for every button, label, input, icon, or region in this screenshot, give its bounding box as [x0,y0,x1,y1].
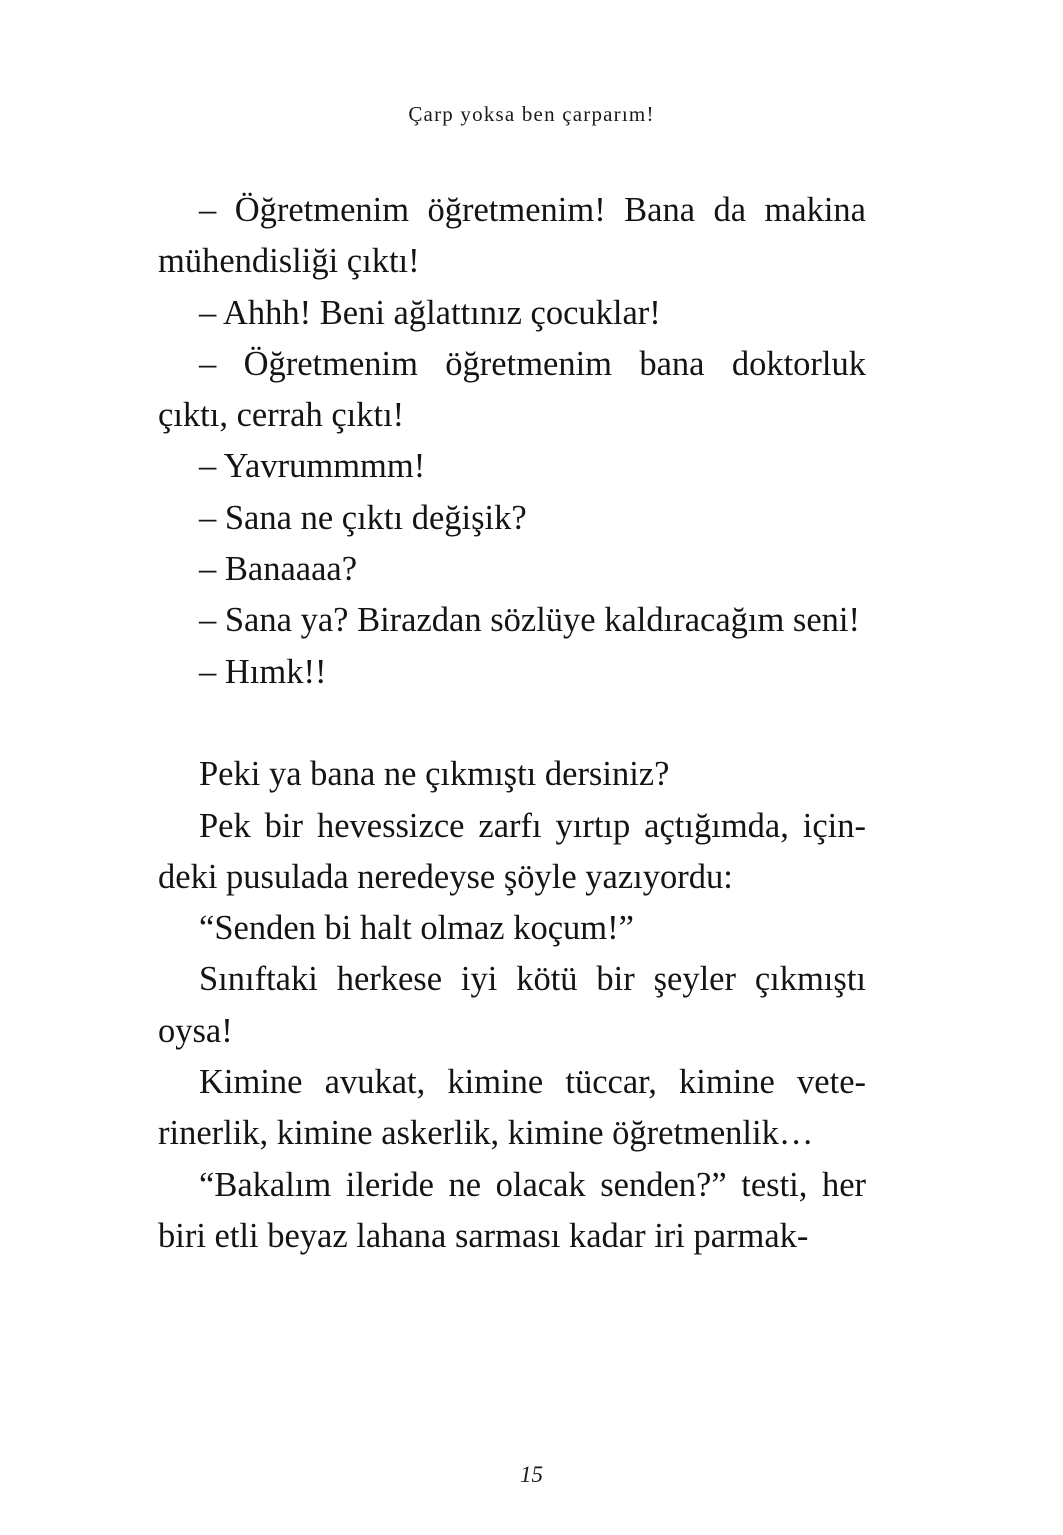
dialogue-line: – Sana ne çıktı değişik? [199,498,527,537]
narrative-paragraph: “Senden bi halt olmaz koçum!” [199,909,634,948]
narrative-paragraph: Kimine avukat, kimine tüccar, kimine vete-rinerlik, kimine askerlik, kimine öğretmenlik… [158,1063,866,1153]
scene-break [158,698,866,749]
narrative-paragraph: Pek bir hevessizce zarfı yırtıp açtığımda, için-deki pusulada neredeyse şöyle yazıyordu: [158,806,866,896]
running-header-title: Çarp yoksa ben çarparım! [408,102,655,126]
narrative-paragraph: Peki ya bana ne çıkmıştı dersiniz? [199,755,670,794]
dialogue-line: – Hımk!! [199,652,327,691]
dialogue-line: – Sana ya? Birazdan sözlüye kaldıracağım seni! [199,601,860,640]
dialogue-line: – Öğretmenim öğretmenim bana doktorluk çıktı, cerrah çıktı! [158,344,866,435]
dialogue-line: – Öğretmenim öğretmenim! Bana da makina mühendisliği çıktı! [158,191,866,281]
narrative-paragraph: “Bakalım ileride ne olacak senden?” testi, her biri etli beyaz lahana sarması kadar iri parmak- [158,1165,866,1255]
page-body-text [158,185,866,1262]
page-number: 15 [520,1462,543,1487]
dialogue-line: – Banaaaa? [199,550,358,589]
dialogue-line: – Yavrummmm! [199,447,426,486]
narrative-paragraph: Sınıftaki herkese iyi kötü bir şeyler çıkmıştı oysa! [158,960,866,1050]
dialogue-line: – Ahhh! Beni ağlattınız çocuklar! [199,293,661,332]
